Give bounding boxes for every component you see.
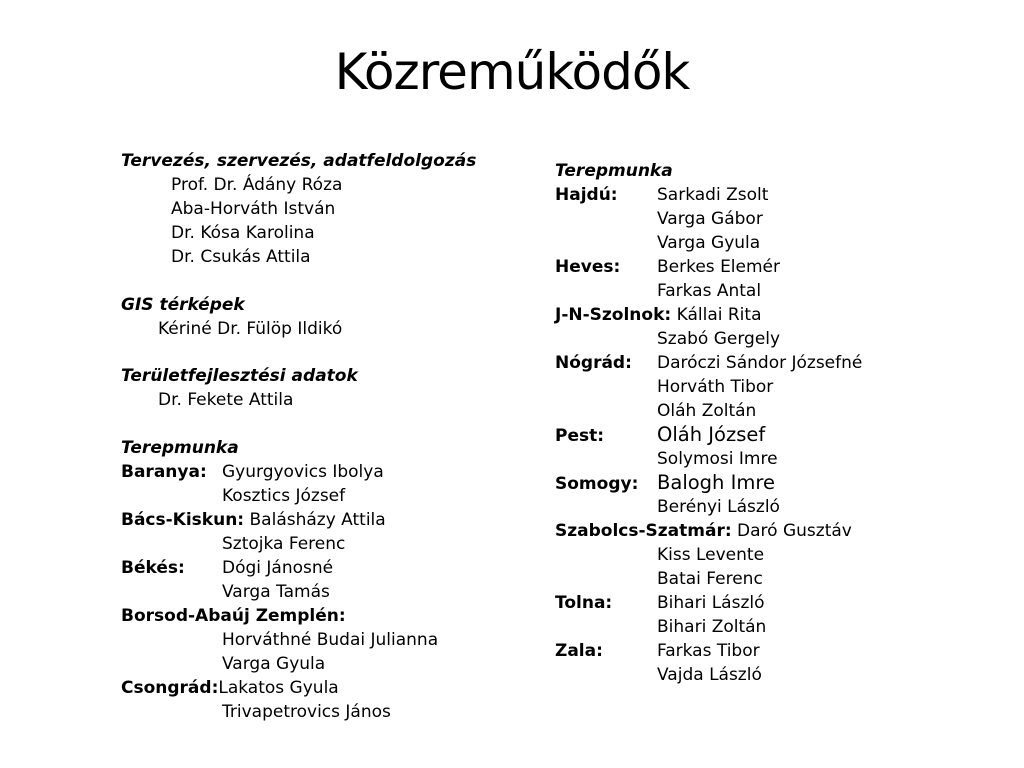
county-label: Zala: bbox=[555, 641, 603, 661]
contributor-name: Berkes Elemér bbox=[657, 257, 781, 277]
contributor-name: Kállai Rita bbox=[676, 305, 762, 325]
contributor-name: Kiss Levente bbox=[657, 545, 765, 565]
contributor-name: Bihari Zoltán bbox=[657, 617, 767, 637]
contributor-name: Trivapetrovics János bbox=[222, 701, 391, 722]
contributor-name: Sarkadi Zsolt bbox=[657, 185, 769, 205]
contributor-name: Solymosi Imre bbox=[657, 449, 778, 469]
contributor-name: Szabó Gergely bbox=[657, 329, 781, 349]
contributor-name: Balogh Imre bbox=[657, 471, 775, 494]
county-label: Pest: bbox=[555, 426, 605, 446]
county-label: Csongrád: bbox=[121, 677, 219, 698]
section-heading-terepmunka: Terepmunka bbox=[121, 437, 239, 458]
county-label: J-N-Szolnok: bbox=[555, 305, 672, 325]
section-heading-terepmunka-right: Terepmunka bbox=[555, 161, 673, 181]
contributor-name: Aba-Horváth István bbox=[171, 199, 336, 219]
contributor-name: Varga Gyula bbox=[657, 233, 761, 253]
county-label: Borsod-Abaúj Zemplén: bbox=[121, 605, 346, 626]
county-row-pest bbox=[555, 423, 1005, 447]
contributor-name: Varga Tamás bbox=[222, 581, 330, 602]
contributor-name: Farkas Antal bbox=[657, 281, 762, 301]
county-label: Bács-Kiskun: bbox=[121, 509, 245, 530]
county-label: Tolna: bbox=[555, 593, 613, 613]
county-label: Somogy: bbox=[555, 474, 639, 494]
county-row-heves bbox=[555, 255, 1005, 279]
contributor-name: Berényi László bbox=[657, 497, 780, 517]
contributor-name: Varga Gyula bbox=[222, 653, 326, 674]
county-label: Békés: bbox=[121, 557, 185, 578]
contributor-name: Balásházy Attila bbox=[249, 509, 386, 530]
contributor-name: Gyurgyovics Ibolya bbox=[222, 461, 384, 482]
section-heading-teruletfejlesztes: Területfejlesztési adatok bbox=[121, 366, 358, 386]
contributor-name: Oláh Zoltán bbox=[657, 401, 757, 421]
section-heading-tervezes: Tervezés, szervezés, adatfeldolgozás bbox=[121, 151, 477, 171]
contributor-name: Horváth Tibor bbox=[657, 377, 774, 397]
county-row-nograd bbox=[555, 351, 1005, 375]
contributor-name: Varga Gábor bbox=[657, 209, 763, 229]
slide-title: Közreműködők bbox=[334, 43, 690, 101]
contributor-name: Oláh József bbox=[657, 423, 766, 446]
county-row-hajdu bbox=[555, 183, 1005, 207]
county-row-csongrad bbox=[121, 676, 541, 700]
contributor-name: Dr. Kósa Karolina bbox=[171, 223, 315, 243]
contributor-name: Sztojka Ferenc bbox=[222, 533, 346, 554]
county-row-somogy bbox=[555, 471, 1005, 495]
county-row-zala bbox=[555, 639, 1005, 663]
county-row-jn-szolnok bbox=[555, 303, 1005, 327]
county-row-bacs-kiskun bbox=[121, 508, 541, 532]
county-row-borsod bbox=[121, 604, 541, 628]
contributor-name: Dógi Jánosné bbox=[222, 557, 334, 578]
contributor-name: Horváthné Budai Julianna bbox=[222, 629, 439, 650]
county-label: Heves: bbox=[555, 257, 621, 277]
county-row-tolna bbox=[555, 591, 1005, 615]
county-label: Szabolcs-Szatmár: bbox=[555, 521, 732, 541]
contributor-name: Farkas Tibor bbox=[657, 641, 760, 661]
section-heading-gis: GIS térképek bbox=[121, 294, 245, 315]
county-label: Nógrád: bbox=[555, 353, 632, 373]
contributor-name: Vajda László bbox=[657, 665, 762, 685]
contributor-name: Daróczi Sándor Józsefné bbox=[657, 353, 863, 373]
contributor-name: Batai Ferenc bbox=[657, 569, 763, 589]
county-row-bekes bbox=[121, 556, 541, 580]
contributor-name: Kosztics József bbox=[222, 485, 346, 506]
county-row-szabolcs-szatmar bbox=[555, 519, 1005, 543]
contributor-name: Bihari László bbox=[657, 593, 765, 613]
right-column bbox=[555, 159, 1005, 687]
contributor-name: Prof. Dr. Ádány Róza bbox=[171, 175, 343, 195]
county-label: Hajdú: bbox=[555, 185, 618, 205]
county-row-baranya bbox=[121, 460, 541, 484]
left-column bbox=[121, 149, 541, 724]
contributor-name: Daró Gusztáv bbox=[737, 521, 852, 541]
contributor-name: Kériné Dr. Fülöp Ildikó bbox=[158, 318, 343, 339]
contributor-name: Dr. Fekete Attila bbox=[158, 390, 294, 410]
contributor-name: Dr. Csukás Attila bbox=[171, 247, 311, 267]
county-label: Baranya: bbox=[121, 461, 207, 482]
contributor-name: Lakatos Gyula bbox=[218, 677, 339, 698]
